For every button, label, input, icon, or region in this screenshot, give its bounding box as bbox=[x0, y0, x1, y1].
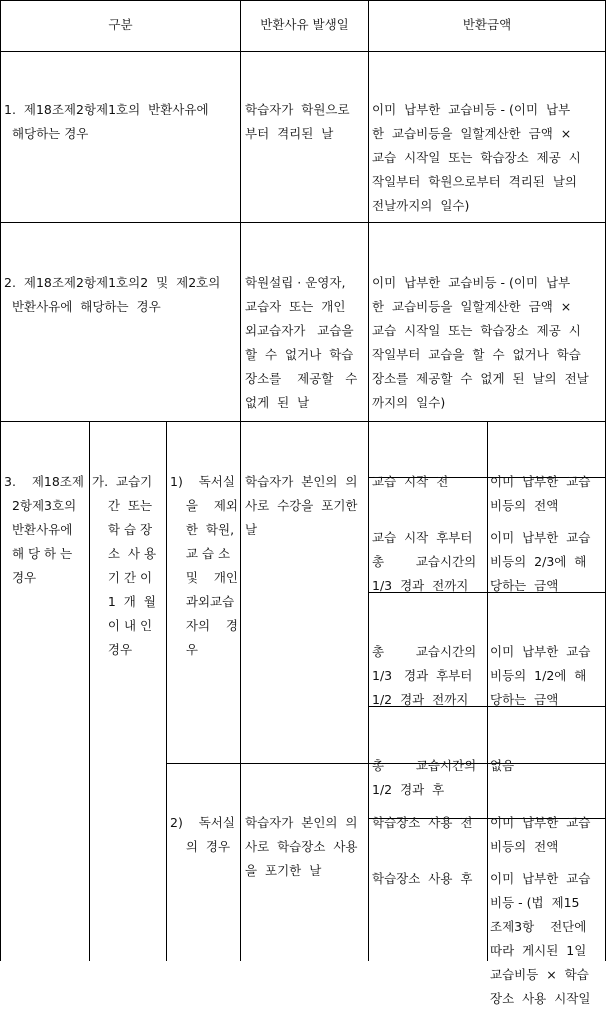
header-reason-date: 반환사유 발생일 bbox=[260, 17, 349, 32]
item1-case3-condition: 총 교습시간의 1/3 경과 후부터 1/2 경과 전까지 bbox=[372, 644, 477, 707]
header-category: 구분 bbox=[108, 17, 133, 32]
item2-label: 2) 독서실 의 경우 bbox=[170, 815, 235, 854]
item1-case1-amount: 이미 납부한 교습 비등의 전액 bbox=[490, 474, 591, 513]
row2-category: 2. 제18조제2항제1호의2 및 제2호의 반환사유에 해당하는 경우 bbox=[4, 275, 221, 314]
item1-label: 1) 독서실 을 제외 한 학원, 교 습 소 및 개인 과외교습 자의 경 우 bbox=[170, 474, 239, 657]
row3-category-divider bbox=[89, 421, 90, 961]
reason-amount-divider bbox=[368, 0, 369, 961]
item1-case4-condition: 총 교습시간의 1/2 경과 후 bbox=[372, 758, 477, 797]
item1-case2-amount: 이미 납부한 교습 비등의 2/3에 해 당하는 금액 bbox=[490, 530, 591, 593]
item2-case1-amount: 이미 납부한 교습 비등의 전액 bbox=[490, 815, 591, 854]
item2-case2-condition: 학습장소 사용 후 bbox=[372, 871, 473, 886]
item1-case3-amount: 이미 납부한 교습 비등의 1/2에 해 당하는 금액 bbox=[490, 644, 591, 707]
row3-sub-category: 가. 교습기 간 또는 학 습 장 소 사 용 기 간 이 1 개 월 이 내 인 경우 bbox=[92, 474, 157, 657]
category-reason-divider bbox=[240, 0, 241, 961]
row1-refund-amount: 이미 납부한 교습비등 - (이미 납부 한 교습비등을 일할계산한 금액 × 교습 시작일 또는 학습장소 제공 시 작일부터 학원으로부터 격리된 날의 전날까지의 일수) bbox=[372, 102, 581, 213]
row3-subcategory-divider bbox=[166, 421, 167, 961]
item1-case4-amount: 없음 bbox=[490, 758, 515, 773]
item2-reason-date: 학습자가 본인의 의 사로 학습장소 사용 을 포기한 날 bbox=[245, 815, 358, 878]
header-refund-amount: 반환금액 bbox=[462, 17, 512, 32]
condition-amount-divider bbox=[487, 421, 488, 961]
item1-case1-condition: 교습 시작 전 bbox=[372, 474, 449, 489]
item2-case2-amount: 이미 납부한 교습 비등 - (법 제15 조제3항 전단에 따라 게시된 1일 교습비등 × 학습 장소 사용 시작일 bbox=[490, 871, 591, 1006]
row3-category: 3. 제18조제 2항제3호의 반환사유에 해 당 하 는 경우 bbox=[4, 474, 84, 585]
row1-category: 1. 제18조제2항제1호의 반환사유에 해당하는 경우 bbox=[4, 102, 209, 141]
row2-reason-date: 학원설립 · 운영자, 교습자 또는 개인 외교습자가 교습을 할 수 없거나 학습 장소를 제공할 수 없게 된 날 bbox=[245, 275, 358, 410]
item1-reason-date: 학습자가 본인의 의 사로 수강을 포기한 날 bbox=[245, 474, 358, 537]
table-border-top bbox=[0, 0, 606, 1]
row1-reason-date: 학습자가 학원으로 부터 격리된 날 bbox=[245, 102, 350, 141]
item1-case2-condition: 교습 시작 후부터 총 교습시간의 1/3 경과 전까지 bbox=[372, 530, 477, 593]
item2-case1-condition: 학습장소 사용 전 bbox=[372, 815, 473, 830]
table-border-left bbox=[0, 0, 1, 961]
row2-refund-amount: 이미 납부한 교습비등 - (이미 납부 한 교습비등을 일할계산한 금액 × 교습 시작일 또는 학습장소 제공 시 작일부터 교습을 할 수 없거나 학습 장소를 제공할 수 없게 된 날의 전날 까지의 일수) bbox=[372, 275, 589, 410]
